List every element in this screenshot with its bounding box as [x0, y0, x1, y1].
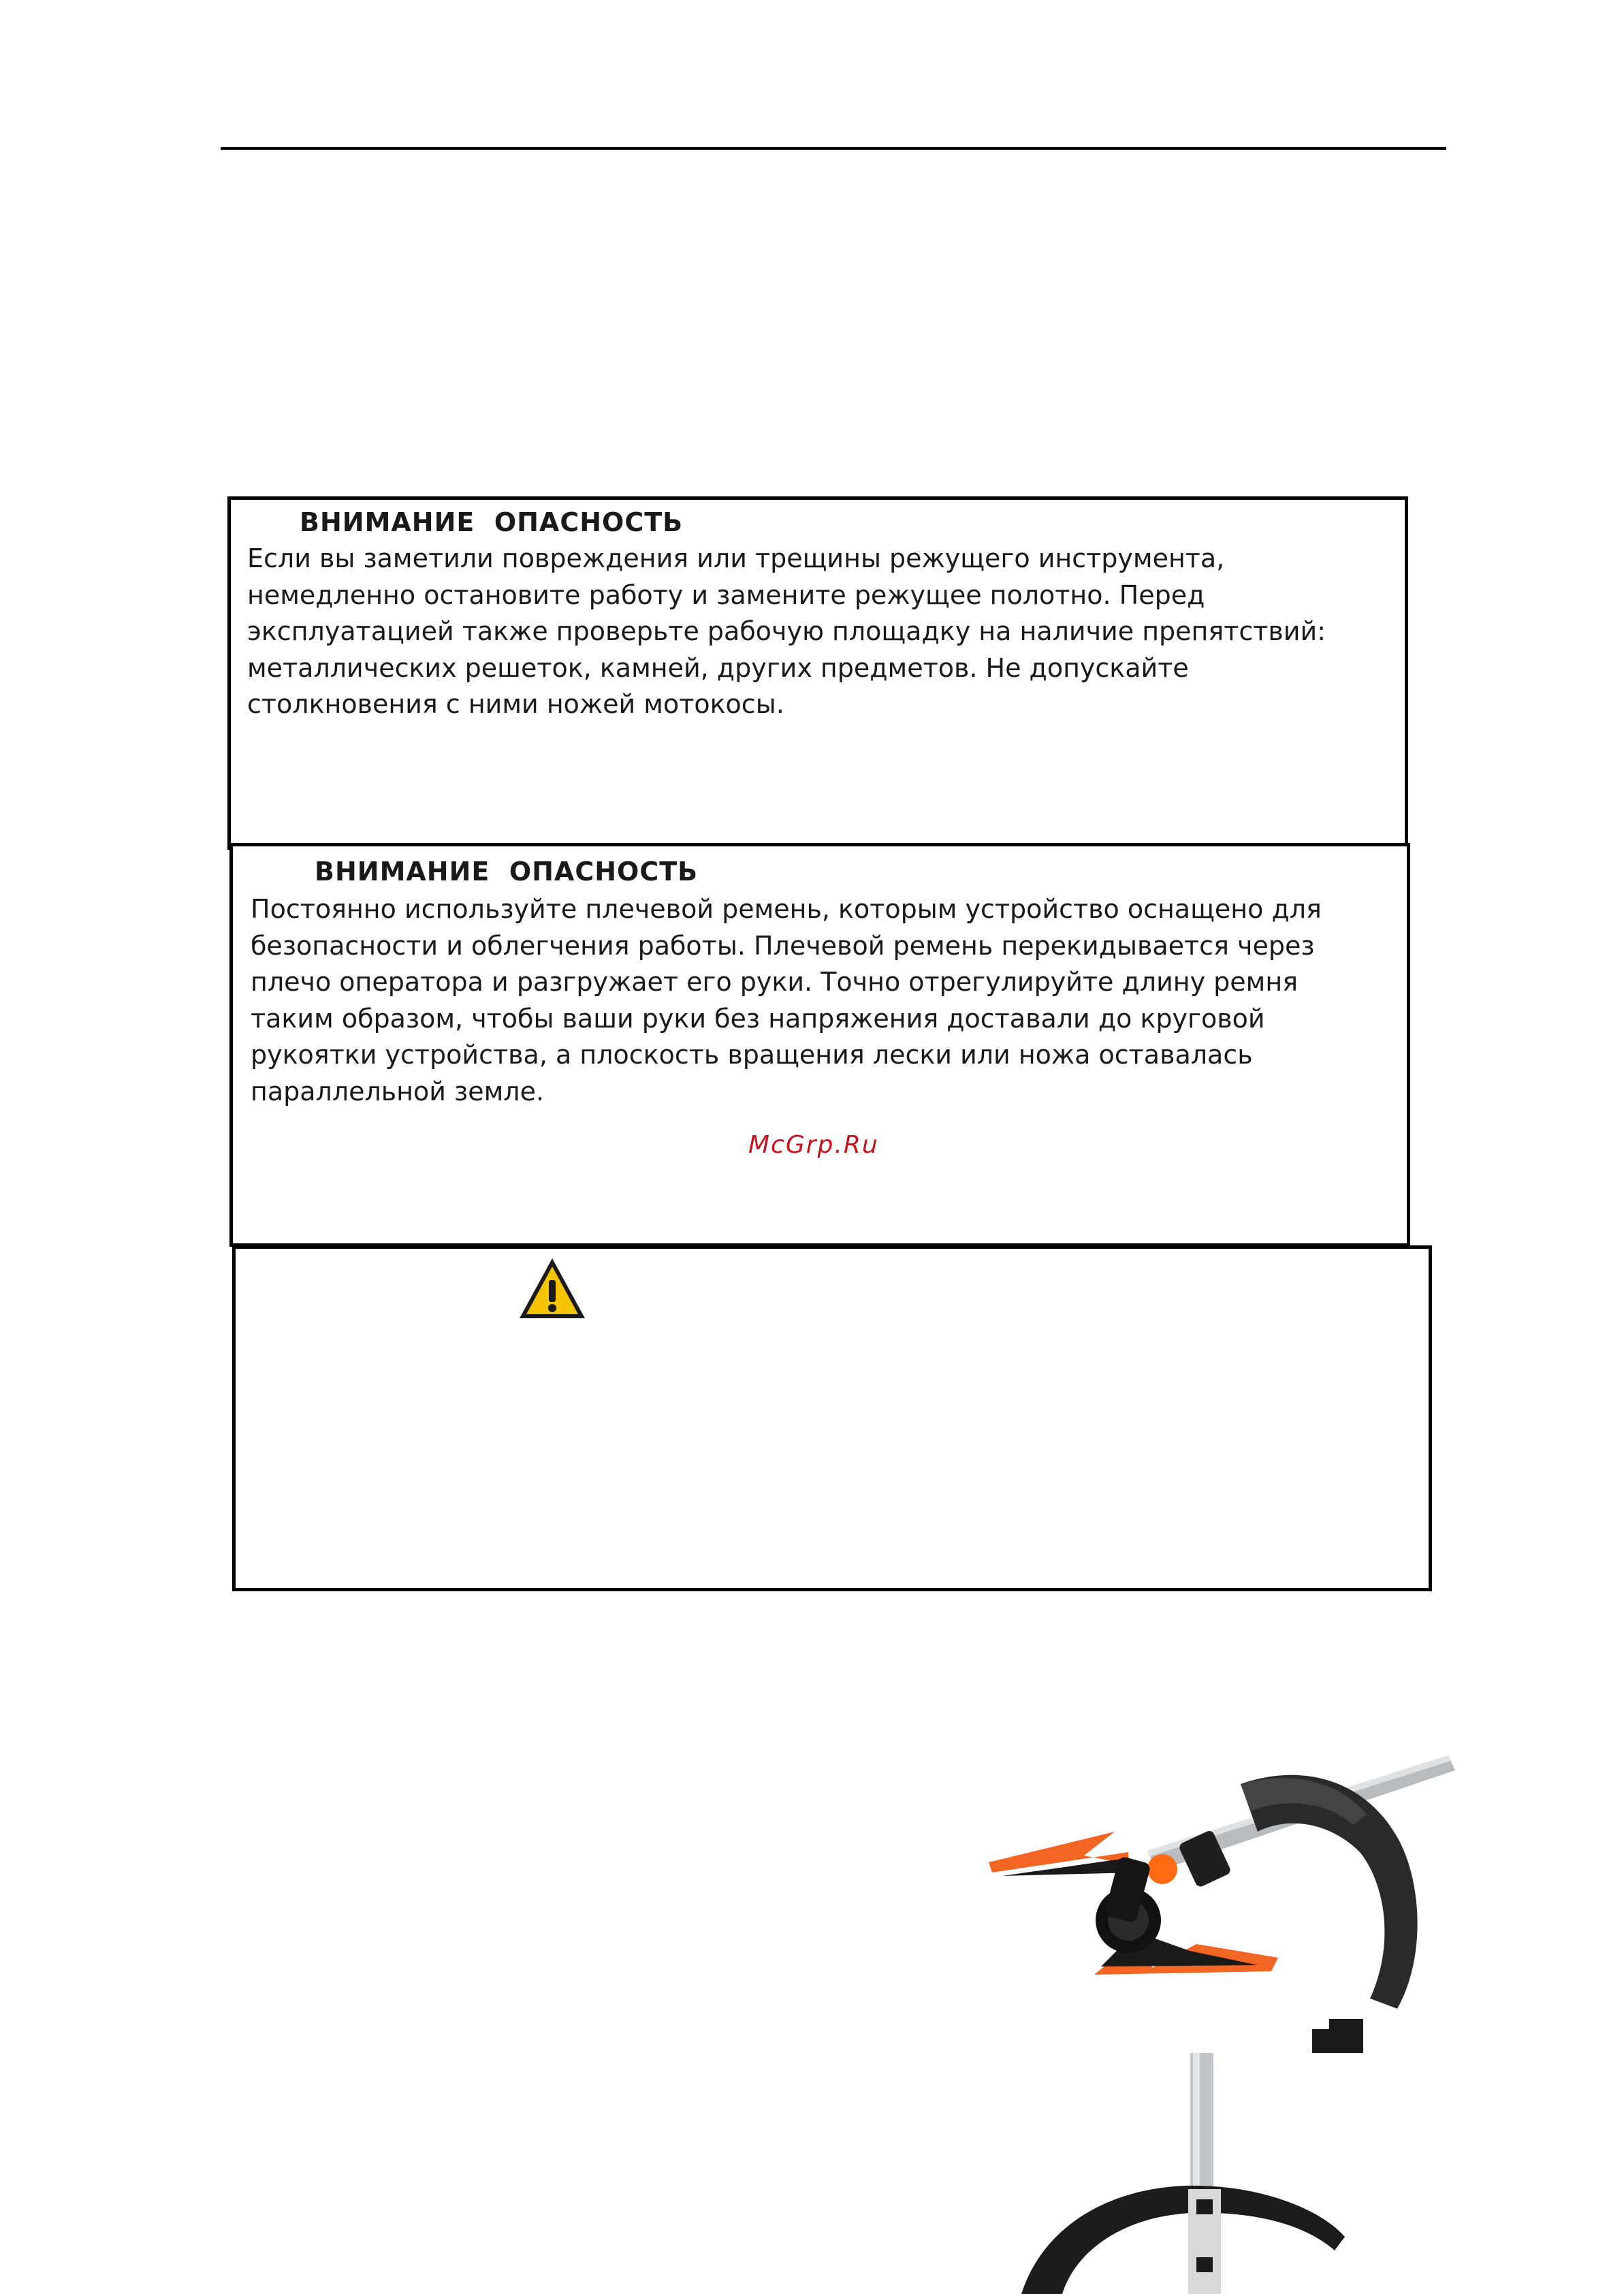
warning-title: ВНИМАНИЕ ОПАСНОСТЬ: [315, 857, 699, 887]
warning-line: Если вы заметили повреждения или трещины режущего инструмента,: [247, 543, 1225, 573]
product-image-blade-head: [972, 1750, 1455, 2053]
warning-line: немедленно остановите работу и замените режущее полотно. Перед: [247, 579, 1205, 610]
brush-cutter-guard-illustration: [1015, 2053, 1355, 2294]
warning-title: ВНИМАНИЕ ОПАСНОСТЬ: [300, 507, 684, 537]
warning-line: рукоятки устройства, а плоскость вращения лески или ножа оставалась: [251, 1040, 1253, 1070]
warning-box-icon: [232, 1245, 1432, 1591]
warning-line: плечо оператора и разгружает его руки. Точно отрегулируйте длину ремня: [251, 967, 1299, 997]
warning-line: Постоянно используйте плечевой ремень, которым устройство оснащено для: [251, 894, 1322, 924]
warning-triangle-icon: [517, 1256, 588, 1321]
watermark-link[interactable]: McGrp.Ru: [748, 1131, 879, 1159]
warning-line: безопасности и облегчения работы. Плечевой ремень перекидывается через: [251, 930, 1315, 961]
warning-text: [251, 891, 1322, 1110]
header-rule: [221, 147, 1446, 150]
warning-line: параллельной земле.: [251, 1076, 545, 1106]
brush-cutter-blade-illustration: [972, 1750, 1455, 2053]
warning-text: [247, 541, 1326, 723]
warning-box-shoulder-strap: [229, 843, 1410, 1247]
product-image-guard: [1015, 2053, 1355, 2294]
warning-line: столкновения с ними ножей мотокосы.: [247, 689, 784, 719]
warning-line: металлических решеток, камней, других предметов. Не допускайте: [247, 652, 1189, 683]
warning-box-cutting-tool: [227, 496, 1408, 850]
warning-line: таким образом, чтобы ваши руки без напряжения доставали до круговой: [251, 1003, 1265, 1034]
warning-line: эксплуатацией также проверьте рабочую площадку на наличие препятствий:: [247, 616, 1326, 646]
